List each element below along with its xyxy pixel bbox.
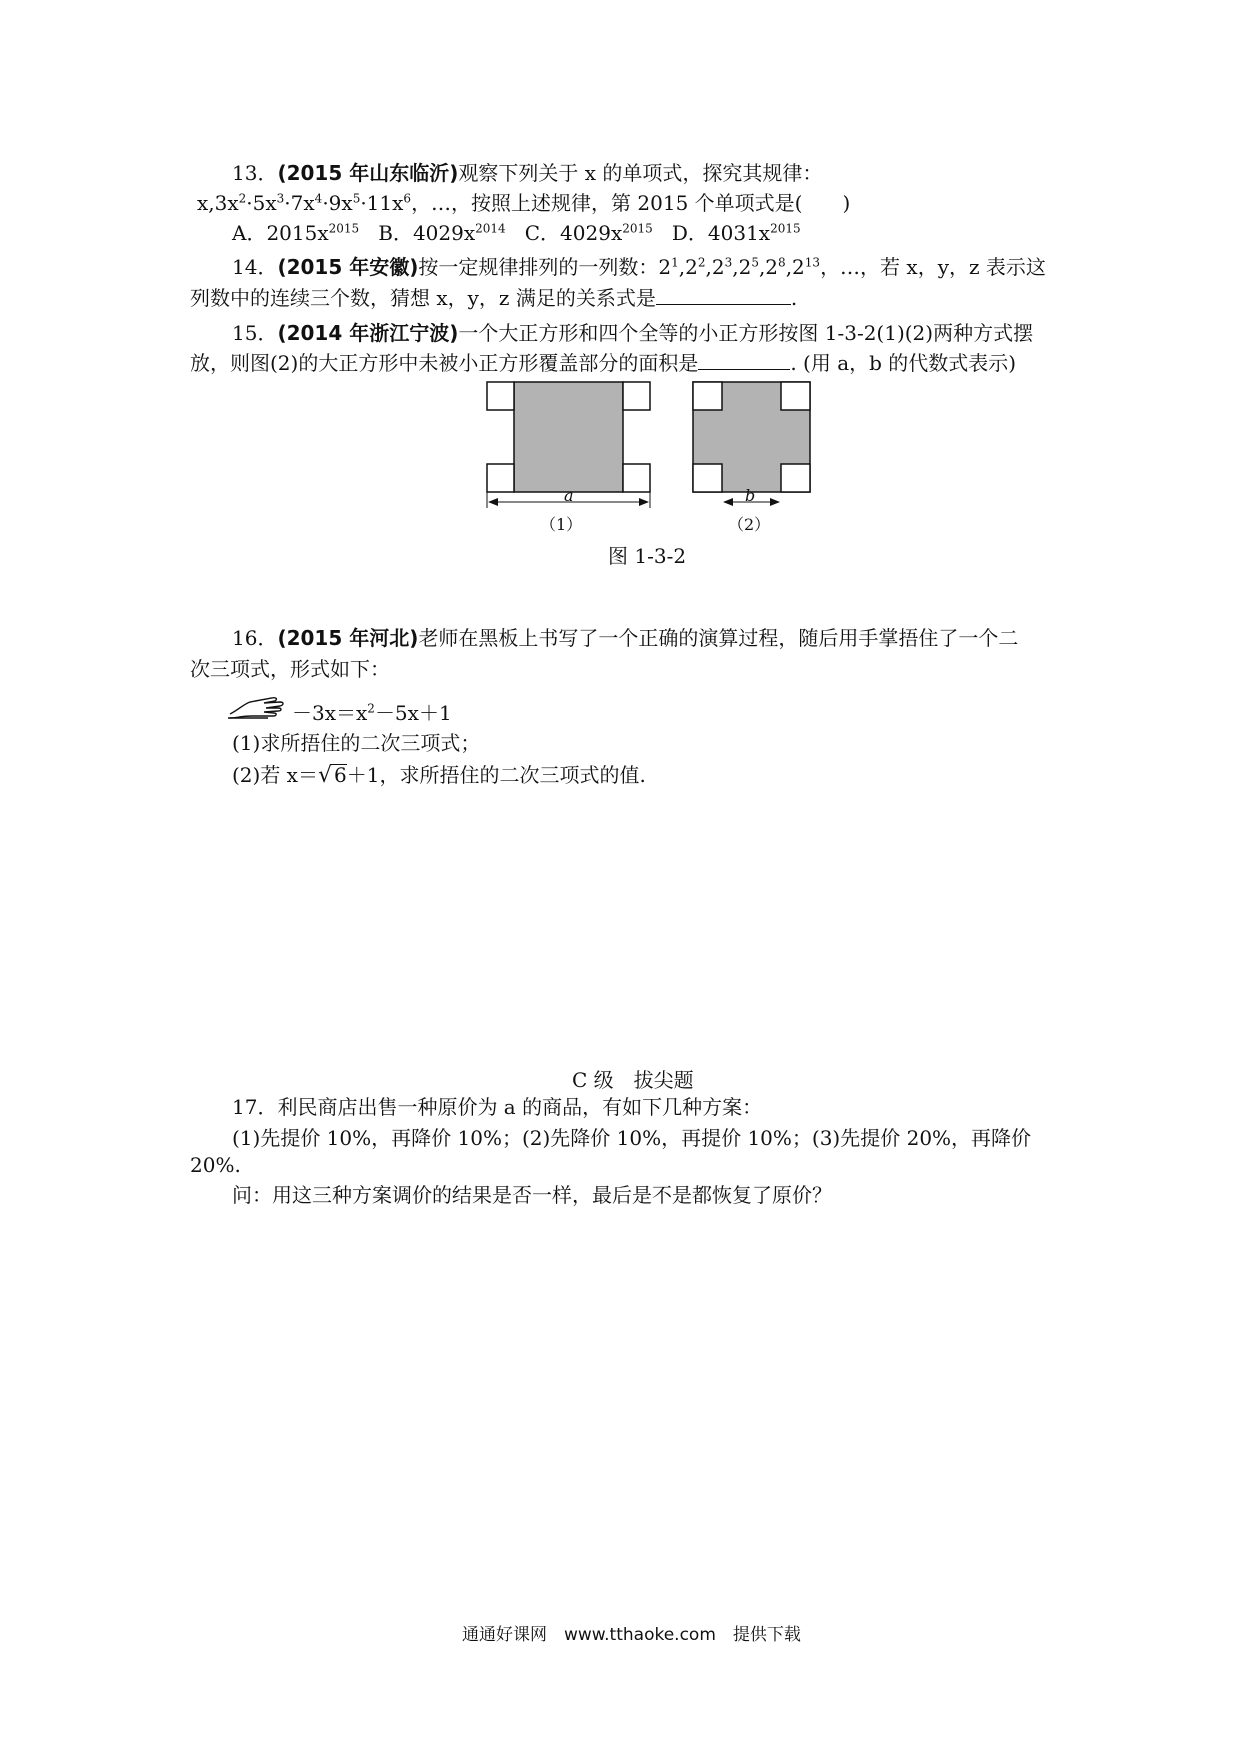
q14-sep: ,2 (758, 255, 779, 279)
option-d-text: D．4031x (671, 221, 771, 245)
q16-equation (292, 700, 452, 726)
q16-part1 (232, 730, 480, 756)
small-square (693, 382, 722, 410)
figure-2-label: （2） (728, 515, 771, 534)
q13-exp: 2 (238, 191, 247, 206)
q17-line4 (232, 1182, 832, 1208)
q16-part2-b: ＋1，求所捂住的二次三项式的值. (346, 763, 646, 787)
q14-exp: 1 (671, 255, 679, 270)
q14-stem2: 列数中的连续三个数，猜想 x，y，z 满足的关系式是 (190, 286, 656, 310)
option-a-text: A．2015x (232, 221, 329, 245)
q15-stem2: 放，则图(2)的大正方形中未被小正方形覆盖部分的面积是 (190, 351, 699, 375)
hand-icon (228, 680, 292, 720)
q16-part1-text: (1)求所捂住的二次三项式； (232, 731, 481, 755)
footer-text: 通通好课网 www.tthaoke.com 提供下载 (462, 1625, 801, 1645)
small-square (693, 464, 722, 492)
q16-part2-a: (2)若 x＝ (232, 763, 318, 787)
option-b-text: B．4029x (378, 221, 476, 245)
q17-line3 (190, 1152, 241, 1178)
q17-stem4: 问：用这三种方案调价的结果是否一样，最后是不是都恢复了原价？ (232, 1183, 832, 1207)
small-square (623, 464, 650, 492)
q17-number: 17． (232, 1095, 278, 1119)
q14-stem1b: ，…，若 x，y，z 表示这 (820, 255, 1046, 279)
q14-sep: ,2 (678, 255, 698, 279)
q13-exp: 3 (276, 191, 285, 206)
section-heading: C 级 拔尖题 (572, 1068, 694, 1092)
small-square (781, 382, 810, 410)
q14-exp: 5 (751, 255, 759, 270)
q13-seq-d: ·9x (322, 191, 353, 215)
option-c-exp: 2015 (622, 221, 653, 236)
q14-sep: ,2 (732, 255, 752, 279)
q14-stem1: 按一定规律排列的一列数：2 (418, 255, 672, 279)
q15-number: 15． (232, 321, 278, 345)
q14-sep: ,2 (785, 255, 805, 279)
q15-stem1: 一个大正方形和四个全等的小正方形按图 1-3-2(1)(2)两种方式摆 (458, 321, 1034, 345)
q13-exp: 4 (314, 191, 323, 206)
q13-seq-e: ·11x (360, 191, 404, 215)
figure-caption: 图 1-3-2 (608, 544, 687, 568)
q13-exp: 5 (352, 191, 361, 206)
figure-1-label: （1） (540, 515, 583, 534)
q14-sep: ,2 (705, 255, 725, 279)
figure-label-a: a (564, 486, 574, 505)
q17-stem2: (1)先提价 10%，再降价 10%；(2)先降价 10%，再提价 10%；(3)先提价 20%，再降价 (232, 1126, 1032, 1150)
q16-eq: －3x＝x (292, 701, 368, 725)
q17-stem1: 利民商店出售一种原价为 a 的商品，有如下几种方案： (277, 1095, 763, 1119)
q16-line1 (232, 625, 1018, 651)
option-c-text: C．4029x (524, 221, 623, 245)
q14-exp: 2 (697, 255, 706, 270)
q14-exp: 8 (778, 255, 786, 270)
q17-line1 (232, 1094, 762, 1120)
small-square (781, 464, 810, 492)
q13-number: 13． (232, 161, 278, 185)
q14-source: (2015 年安徽) (277, 255, 419, 279)
option-b-exp: 2014 (475, 221, 506, 236)
q15-source: (2014 年浙江宁波) (277, 321, 459, 345)
q16-number: 16． (232, 626, 278, 650)
q16-eq-exp: 2 (367, 701, 375, 716)
q16-line2 (190, 656, 390, 682)
big-square (514, 382, 623, 492)
q14-number: 14． (232, 255, 278, 279)
small-square (487, 382, 514, 410)
q16-stem1: 老师在黑板上书写了一个正确的演算过程，随后用手掌捂住了一个二 (418, 626, 1019, 650)
small-square (487, 464, 514, 492)
q15-stem2b: . (用 a，b 的代数式表示) (790, 351, 1017, 375)
q13-seq-f: ，…，按照上述规律，第 2015 个单项式是( ) (411, 191, 851, 215)
q14-end: . (790, 286, 798, 310)
q13-seq-a: x,3x (197, 191, 239, 215)
q17-line2 (232, 1125, 1031, 1151)
option-d-exp: 2015 (770, 221, 801, 236)
q13-seq-b: ·5x (246, 191, 277, 215)
figure-label-b: b (745, 486, 756, 505)
small-square (623, 382, 650, 410)
q16-sqrt-value: 6 (334, 763, 347, 787)
q16-source: (2015 年河北) (277, 626, 419, 650)
q14-exp: 13 (804, 255, 821, 270)
q13-source: (2015 年山东临沂) (277, 161, 459, 185)
q16-eq-b: －5x＋1 (374, 701, 452, 725)
q13-seq-c: ·7x (284, 191, 315, 215)
q16-part2 (232, 762, 646, 789)
figure-2 (693, 382, 810, 502)
option-a-exp: 2015 (328, 221, 360, 236)
q14-exp: 3 (724, 255, 733, 270)
q13-stem: 观察下列关于 x 的单项式，探究其规律： (458, 161, 823, 185)
figure-1-3-2 (0, 0, 1240, 560)
q16-stem2: 次三项式，形式如下： (190, 657, 390, 681)
sqrt-sign: √ (317, 763, 332, 788)
q17-stem3: 20%. (190, 1153, 241, 1177)
q13-exp: 6 (403, 191, 412, 206)
